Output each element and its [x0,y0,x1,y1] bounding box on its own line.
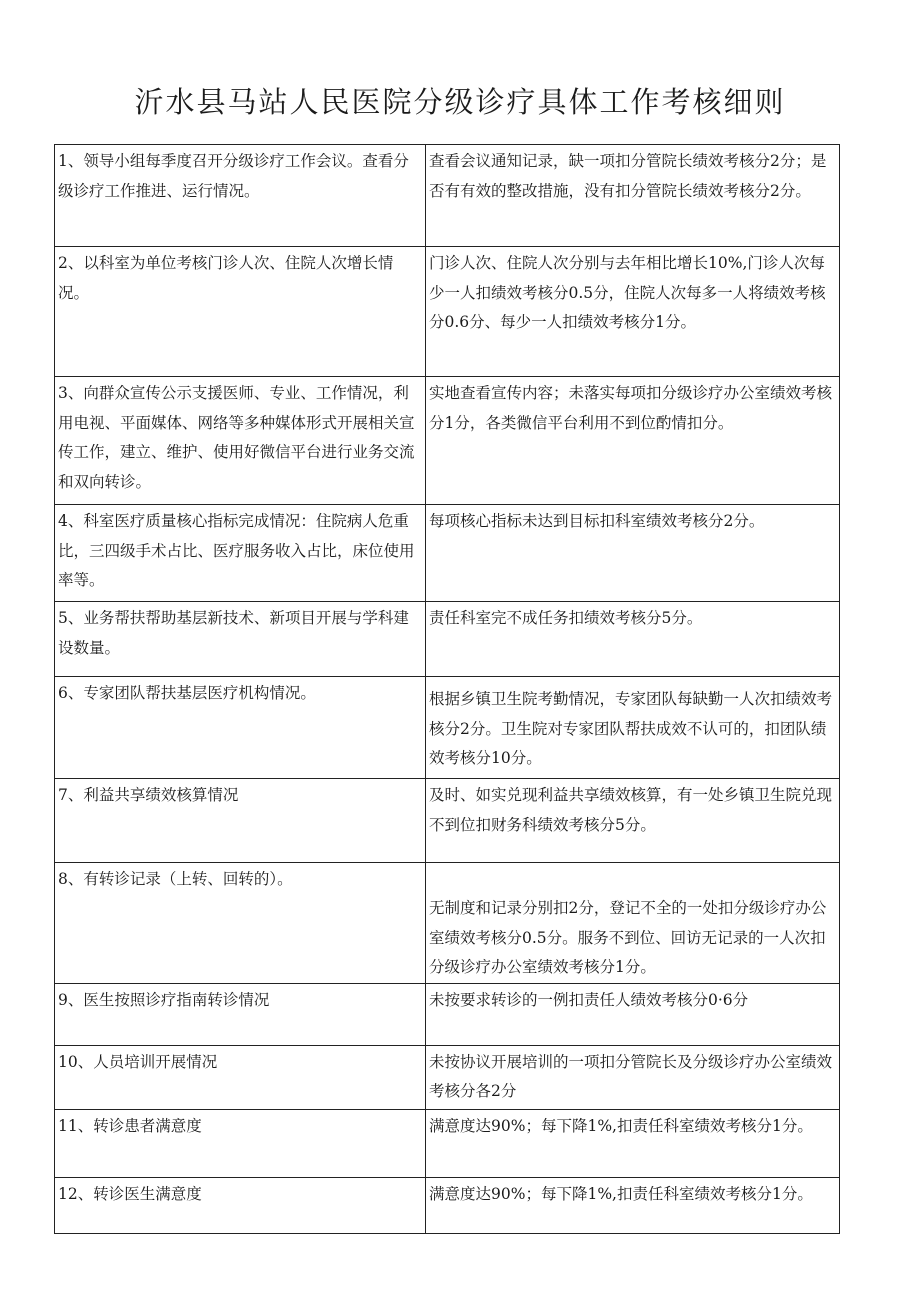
item-cell: 4、科室医疗质量核心指标完成情况：住院病人危重比，三四级手术占比、医疗服务收入占比，床位使用率等。 [55,505,426,602]
criteria-cell: 满意度达90%；每下降1%,扣责任科室绩效考核分1分。 [426,1109,840,1177]
criteria-text: 根据乡镇卫生院考勤情况，专家团队每缺勤一人次扣绩效考核分2分。卫生院对专家团队帮扶成效不认可的，扣团队绩效考核分10分。 [429,690,833,767]
criteria-cell: 实地查看宣传内容；未落实每项扣分级诊疗办公室绩效考核分1分，各类微信平台利用不到位酌情扣分。 [426,377,840,505]
table-row [55,602,840,677]
item-cell: 10、人员培训开展情况 [55,1045,426,1109]
item-cell: 7、利益共享绩效核算情况 [55,779,426,863]
table-row [55,1177,840,1233]
table-row [55,1109,840,1177]
assessment-table [54,144,840,1234]
criteria-cell: 满意度达90%；每下降1%,扣责任科室绩效考核分1分。 [426,1177,840,1233]
table-row [55,247,840,377]
item-cell: 12、转诊医生满意度 [55,1177,426,1233]
criteria-cell: 责任科室完不成任务扣绩效考核分5分。 [426,602,840,677]
table-row [55,505,840,602]
table-row [55,145,840,247]
criteria-cell: 未按协议开展培训的一项扣分管院长及分级诊疗办公室绩效考核分各2分 [426,1045,840,1109]
document-title: 沂水县马站人民医院分级诊疗具体工作考核细则 [134,85,786,119]
item-cell: 6、专家团队帮扶基层医疗机构情况。 [55,677,426,779]
criteria-cell: 门诊人次、住院人次分别与去年相比增长10%,门诊人次每少一人扣绩效考核分0.5分，住院人次每多一人将绩效考核分0.6分、每少一人扣绩效考核分1分。 [426,247,840,377]
criteria-text: 无制度和记录分别扣2分，登记不全的一处扣分级诊疗办公室绩效考核分0.5分。服务不到位、回访无记录的一人次扣分级诊疗办公室绩效考核分1分。 [429,899,827,976]
table-row [55,983,840,1045]
item-cell: 5、业务帮扶帮助基层新技术、新项目开展与学科建设数量。 [55,602,426,677]
item-cell: 3、向群众宣传公示支援医师、专业、工作情况，利用电视、平面媒体、网络等多种媒体形式开展相关宣传工作，建立、维护、使用好微信平台进行业务交流和双向转诊。 [55,377,426,505]
table-row [55,1045,840,1109]
table-row [55,779,840,863]
criteria-cell: 及时、如实兑现利益共享绩效核算，有一处乡镇卫生院兑现不到位扣财务科绩效考核分5分。 [426,779,840,863]
item-cell: 1、领导小组每季度召开分级诊疗工作会议。查看分级诊疗工作推进、运行情况。 [55,145,426,247]
item-cell: 2、以科室为单位考核门诊人次、住院人次增长情况。 [55,247,426,377]
criteria-cell [426,863,840,984]
criteria-cell [426,677,840,779]
item-cell: 8、有转诊记录（上转、回转的）。 [55,863,426,984]
item-cell: 9、医生按照诊疗指南转诊情况 [55,983,426,1045]
table-row [55,677,840,779]
criteria-cell: 未按要求转诊的一例扣责任人绩效考核分0·6分 [426,983,840,1045]
criteria-cell: 查看会议通知记录，缺一项扣分管院长绩效考核分2分；是否有有效的整改措施，没有扣分管院长绩效考核分2分。 [426,145,840,247]
criteria-cell: 每项核心指标未达到目标扣科室绩效考核分2分。 [426,505,840,602]
table-row [55,863,840,984]
table-row [55,377,840,505]
item-cell: 11、转诊患者满意度 [55,1109,426,1177]
